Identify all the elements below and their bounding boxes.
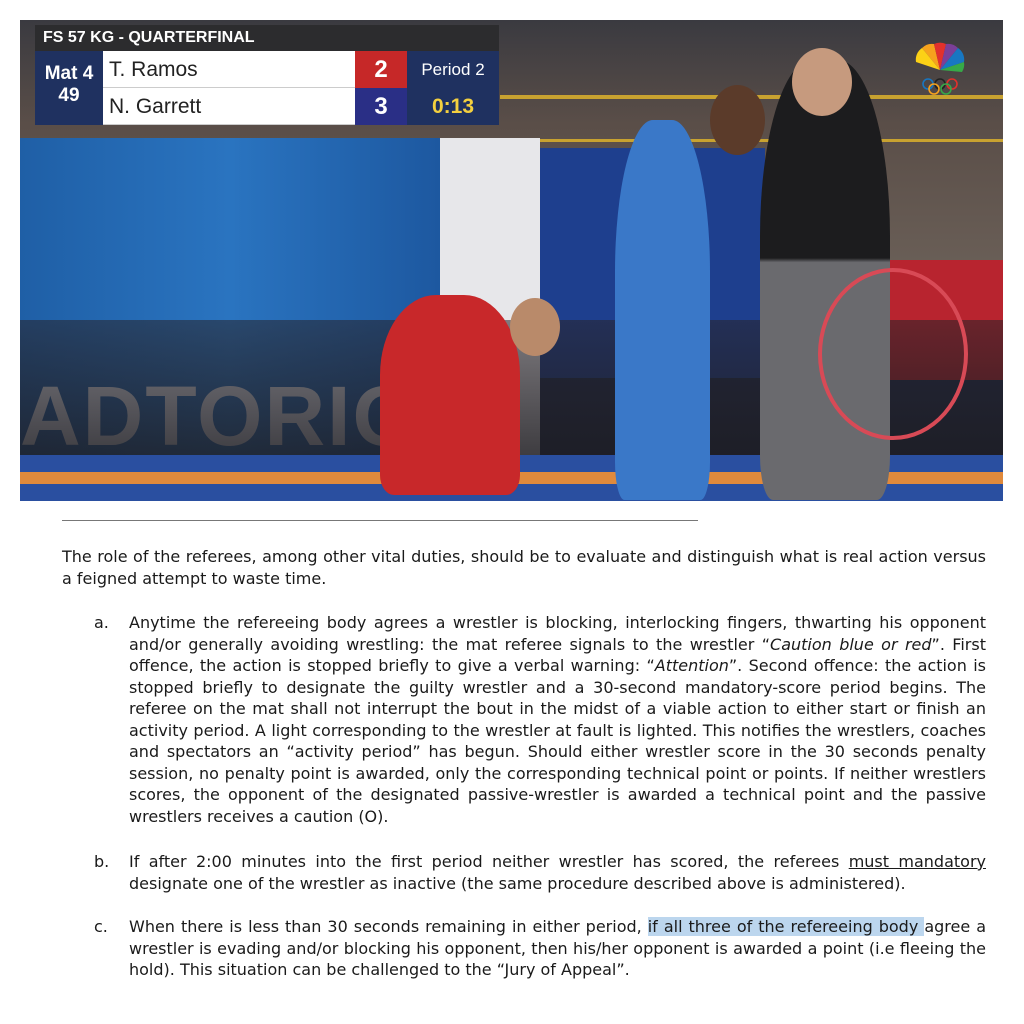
- match-clock: 0:13: [431, 95, 475, 118]
- clause-a-part-3: ”. Second offence: the action is stopped briefly to designate the guilty wrestler and a 30-second mandatory-score period begins. The referee on the mat shall not interrupt the bout in the midst of a viable action to either start or finish an activity period. A light corresponding to the wrestler at fault is lighted. This notifies the wrestlers, coaches and spectators an “activity period” has begun. Should either wrestler score in the 30 seconds penalty session, no penalty point is awarded, only the corresponding technical point or points. If neither wrestlers scores, the opponent of the designated passive-wrestler is awarded a technical point and the passive wrestlers receives a caution (O).: [129, 656, 986, 826]
- wrestler-1-name: T. Ramos: [103, 51, 355, 88]
- clause-b-part-2: designate one of the wrestler as inactive (the same procedure described above is administered).: [129, 873, 906, 893]
- divider: [62, 520, 698, 521]
- period-label: Period 2: [421, 60, 485, 79]
- clause-a-text: [129, 612, 986, 827]
- clause-c-part-2: agree a wrestler is evading and/or blocking his opponent, then his/her opponent is awarded a point (i.e fleeing the hold). This situation can be challenged to the “Jury of Appeal”.: [129, 917, 987, 979]
- clause-c-part-1: When there is less than 30 seconds remaining in either period,: [129, 917, 648, 936]
- wrestler-red-head: [510, 298, 560, 356]
- clause-a-part-2: ”. First offence, the action is stopped briefly to give a verbal warning: “: [129, 634, 986, 675]
- clause-a-part-1: Anytime the refereeing body agrees a wrestler is blocking, interlocking fingers, thwarting his opponent and/or generally avoiding wrestling: the mat referee signals to the wrestler “: [129, 613, 986, 654]
- red-circle-annotation: [818, 268, 968, 440]
- clause-b-part-1: If after 2:00 minutes into the first period neither wrestler has scored, the referees: [129, 852, 849, 871]
- clause-a-label: a.: [94, 613, 109, 632]
- clause-a-emphasis-2: Attention: [654, 656, 729, 675]
- intro-paragraph: The role of the referees, among other vital duties, should be to evaluate and distinguish what is real action versus a feigned attempt to waste time.: [62, 547, 986, 588]
- clause-c-text: [129, 916, 986, 981]
- clause-a-emphasis-1: Caution blue or red: [770, 634, 932, 654]
- mat-label: Mat 4: [44, 63, 94, 84]
- referee-head: [792, 48, 852, 116]
- wrestler-1-score: 2: [355, 51, 407, 88]
- scoreboard: [35, 25, 499, 125]
- clause-b-underlined: must mandatory: [848, 852, 986, 871]
- wrestler-2-score: 3: [355, 88, 407, 125]
- wrestler-2-name: N. Garrett: [103, 88, 355, 125]
- scoreboard-row-red: [103, 51, 499, 88]
- peacock-logo-icon: [912, 40, 968, 96]
- mat-number: [35, 51, 103, 125]
- clause-c-label: c.: [94, 917, 108, 936]
- clause-c-highlight: if all three of the refereeing body: [647, 917, 925, 936]
- scoreboard-row-blue: [103, 88, 499, 125]
- wrestler-blue-singlet: [615, 120, 710, 500]
- clause-b-label: b.: [94, 852, 110, 871]
- bout-number: 49: [58, 85, 80, 106]
- wrestler-red-singlet: [380, 295, 520, 495]
- clause-b-text: [129, 851, 986, 894]
- clock-cell: [407, 88, 499, 125]
- period-cell: [407, 51, 499, 88]
- scoreboard-title: FS 57 KG - QUARTERFINAL: [35, 25, 499, 51]
- wrestler-blue-head: [710, 85, 765, 155]
